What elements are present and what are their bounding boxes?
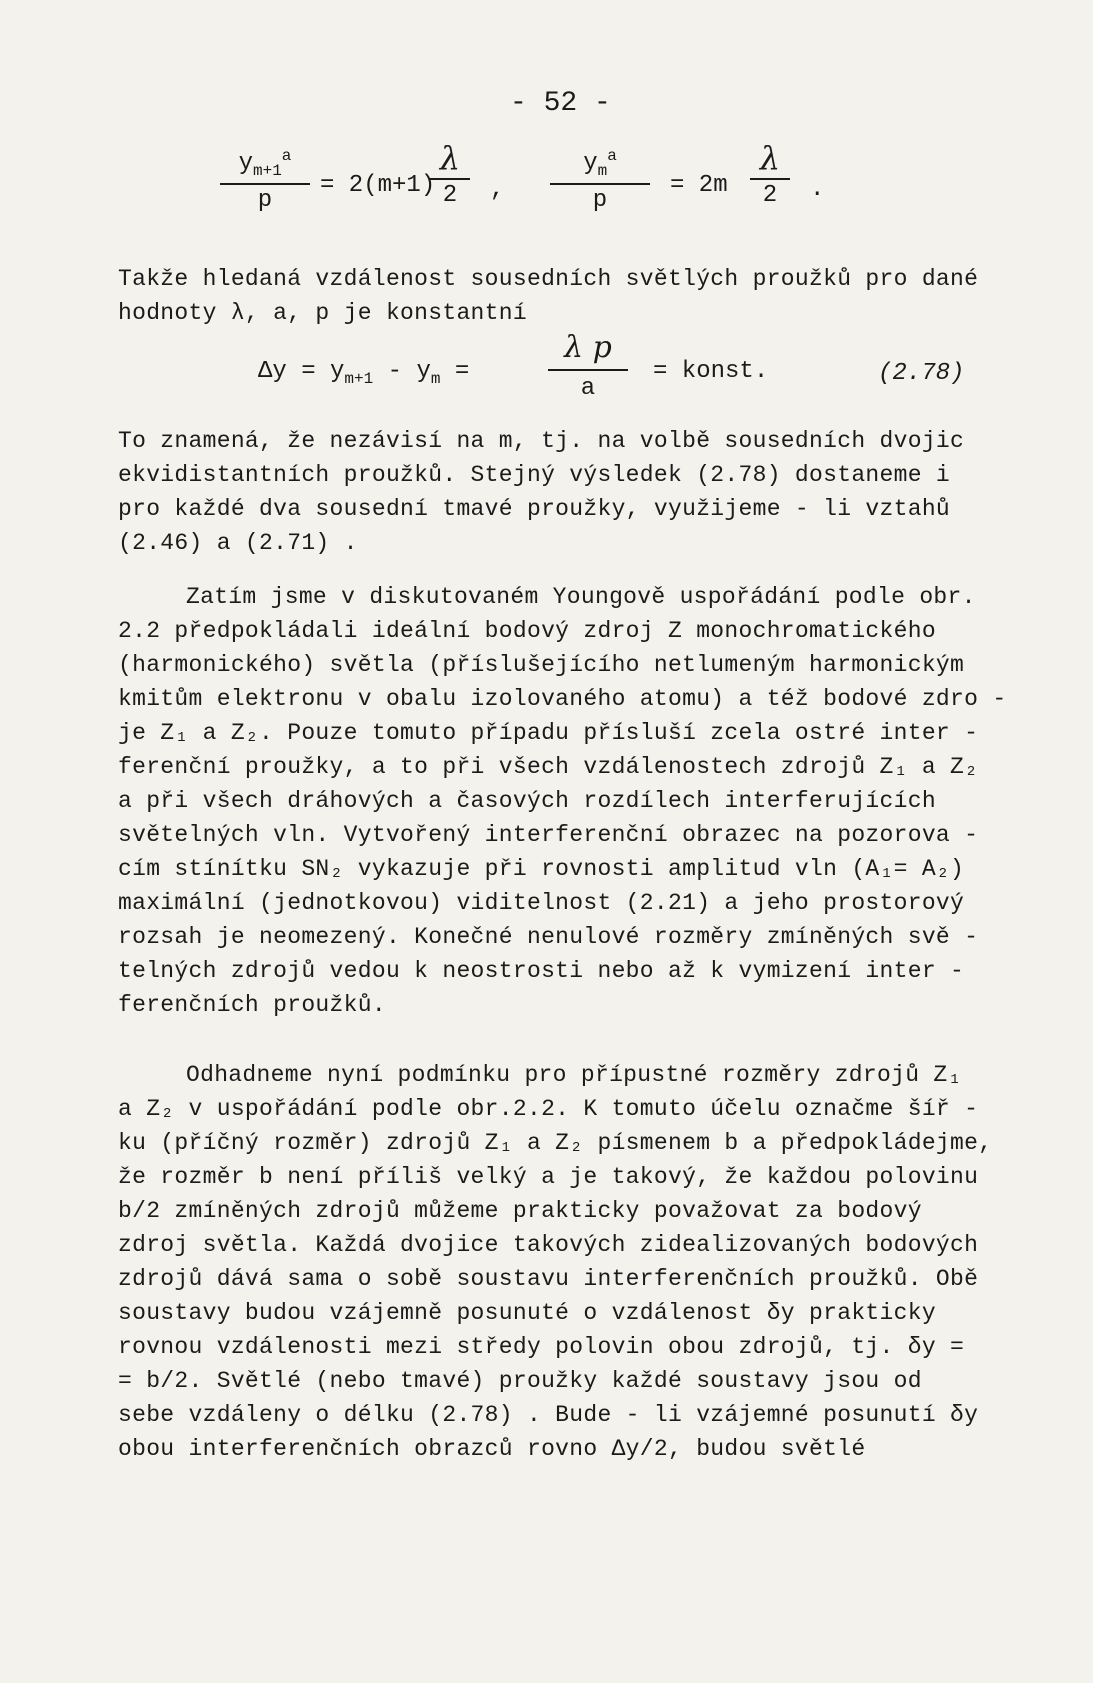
lambda-half-left: λ 2 [430,142,470,208]
text-line: ferenční proužky, a to při všech vzdálenostech zdrojů Z₁ a Z₂ [118,754,979,780]
page-number: - 52 - [510,88,611,119]
paragraph-2 [118,424,1018,560]
text-line: hodnoty λ, a, p je konstantní [118,300,527,326]
text-line: = b/2. Světlé (nebo tmavé) proužky každé soustavy jsou od [118,1368,922,1394]
text-line: a při všech dráhových a časových rozdílech interferujících [118,788,936,814]
text-line: zdrojů dává sama o sobě soustavu interferenčních proužků. Obě [118,1266,979,1292]
text-line: (2.46) a (2.71) . [118,530,358,556]
rhs-left: = 2(m+1) [320,172,436,199]
text-line: rozsah je neomezený. Konečné nenulové rozměry zmíněných svě - [118,924,979,950]
text-line: obou interferenčních obrazců rovno Δy/2, budou světlé [118,1436,866,1462]
text-line: soustavy budou vzájemně posunuté o vzdálenost δy prakticky [118,1300,936,1326]
text-line: 2.2 předpokládali ideální bodový zdroj Z monochromatického [118,618,936,644]
text-line: rovnou vzdálenosti mezi středy polovin obou zdrojů, tj. δy = [118,1334,965,1360]
equation-2-78: $\Delta y = y_{m+1} - y_m$ = λ p a = konst. (2.78) [258,330,965,402]
text-line: telných zdrojů vedou k neostrosti nebo až k vymizení inter - [118,958,965,984]
text-line: je Z₁ a Z₂. Pouze tomuto případu přísluší zcela ostré inter - [118,720,979,746]
fraction-right: $y_m^a$ p [550,148,650,213]
separator: , [490,176,505,203]
text-line: ferenčních proužků. [118,992,386,1018]
text-line: a Z₂ v uspořádání podle obr.2.2. K tomuto účelu označme šíř - [118,1096,979,1122]
text-line: maximální (jednotkovou) viditelnost (2.21) a jeho prostorový [118,890,965,916]
text-line: ekvidistantních proužků. Stejný výsledek (2.78) dostaneme i [118,462,951,488]
lambda-p-over-a: λ p a [548,330,628,402]
text-line: Takže hledaná vzdálenost sousedních světlých proužků pro dané [118,266,979,292]
paragraph-3 [118,580,1018,1022]
end-period: . [810,176,825,203]
text-line: zdroj světla. Každá dvojice takových zidealizovaných bodových [118,1232,979,1258]
text-line: že rozměr b není příliš velký a je takový, že každou polovinu [118,1164,979,1190]
text-line: (harmonického) světla (příslušejícího netlumeným harmonickým [118,652,965,678]
text-line: světelných vln. Vytvořený interferenční obrazec na pozorova - [118,822,979,848]
rhs-right: = 2m [670,172,728,199]
text-line: kmitům elektronu v obalu izolovaného atomu) a též bodové zdro - [118,686,1007,712]
text-line: To znamená, že nezávisí na m, tj. na volbě sousedních dvojic [118,428,965,454]
text-line: pro každé dva sousední tmavé proužky, využijeme - li vztahů [118,496,951,522]
text-line: b/2 zmíněných zdrojů můžeme prakticky považovat za bodový [118,1198,922,1224]
paragraph-4 [118,1058,1018,1466]
formula-top [220,139,860,238]
text-line: ku (příčný rozměr) zdrojů Z₁ a Z₂ písmenem b a předpokládejme, [118,1130,993,1156]
text-line: cím stínítku SN₂ vykazuje při rovnosti amplitud vln (A₁= A₂) [118,856,965,882]
fraction-left: $\frac{y_{m+1}^a}{p}$ [220,148,310,213]
paragraph-1 [118,262,1018,330]
equation-rhs: = konst. [653,358,769,385]
text-line: sebe vzdáleny o délku (2.78) . Bude - li vzájemné posunutí δy [118,1402,979,1428]
lambda-half-right: λ 2 [750,142,790,208]
text-line: Zatím jsme v diskutovaném Youngově uspořádání podle obr. [186,584,976,610]
equation-label: (2.78) [878,360,965,387]
text-line: Odhadneme nyní podmínku pro přípustné rozměry zdrojů Z₁ [186,1062,962,1088]
